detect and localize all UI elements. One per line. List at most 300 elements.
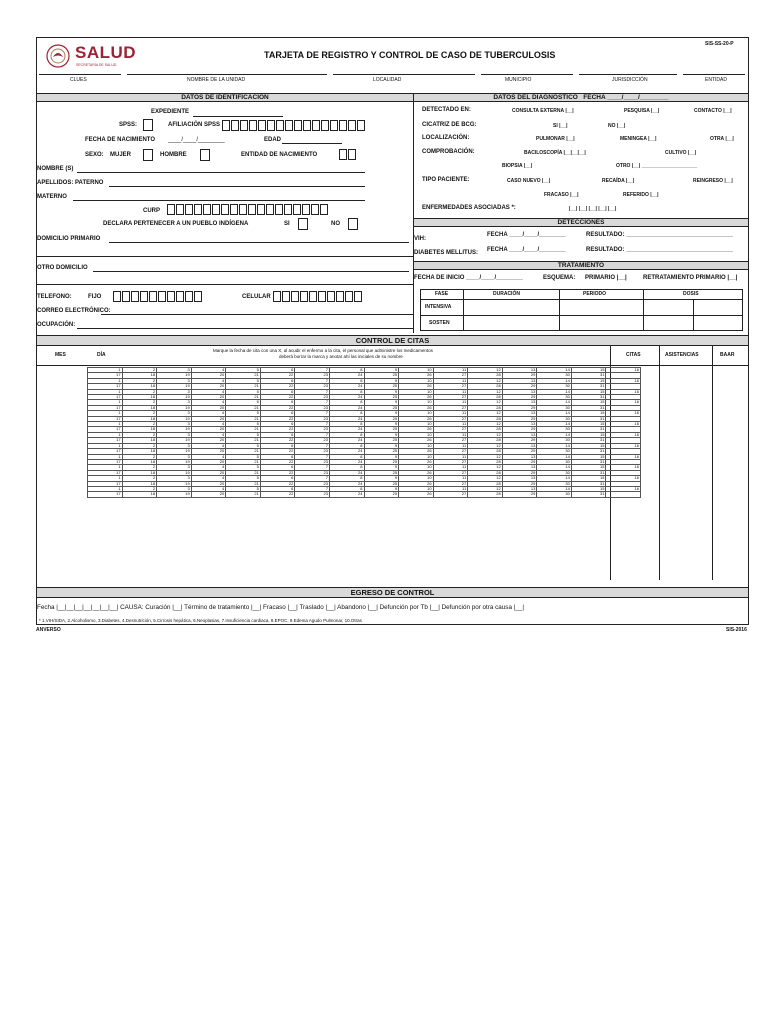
calendar-day-cell[interactable]: 7 [295,400,330,405]
correo-line[interactable] [101,314,413,315]
calendar-day-cell[interactable]: 26 [399,373,434,378]
calendar-day-cell[interactable]: 16 [606,454,641,459]
calendar-day-cell[interactable]: 6 [260,389,295,394]
calendar-day-cell[interactable]: 28 [468,470,503,475]
calendar-day-cell[interactable]: 8 [329,454,364,459]
clues-line[interactable] [39,74,121,75]
calendar-day-cell[interactable]: 12 [468,378,503,383]
calendar-day-cell[interactable]: 25 [364,384,399,389]
calendar-day-cell[interactable]: 3 [157,378,192,383]
calendar-day-cell[interactable]: 31 [571,373,606,378]
calendar-day-cell[interactable]: 17 [88,405,123,410]
calendar-day-cell[interactable]: 2 [122,389,157,394]
calendar-day-cell[interactable]: 14 [537,389,572,394]
calendar-day-cell[interactable]: 29 [502,373,537,378]
calendar-day-cell[interactable]: 13 [502,443,537,448]
calendar-day-cell[interactable]: 28 [468,481,503,486]
calendar-day-cell[interactable]: 14 [537,422,572,427]
calendar-day-cell[interactable]: 17 [88,416,123,421]
materno-line[interactable] [73,200,365,201]
calendar-day-cell[interactable]: 7 [295,454,330,459]
calendar-day-cell[interactable]: 24 [329,470,364,475]
calendar-day-cell[interactable]: 19 [157,405,192,410]
calendar-day-cell[interactable]: 9 [364,400,399,405]
calendar-day-cell[interactable]: 20 [191,427,226,432]
calendar-day-cell[interactable]: 11 [433,368,468,373]
calendar-day-cell[interactable]: 14 [537,432,572,437]
calendar-day-cell[interactable]: 11 [433,389,468,394]
calendar-day-cell[interactable]: 29 [502,416,537,421]
calendar-day-cell[interactable]: 1 [88,400,123,405]
calendar-day-cell[interactable]: 2 [122,432,157,437]
calendar-day-cell[interactable]: 23 [295,459,330,464]
calendar-day-cell[interactable]: 26 [399,459,434,464]
calendar-day-cell[interactable]: 13 [502,476,537,481]
calendar-day-cell[interactable]: 5 [226,422,261,427]
calendar-day-cell[interactable]: 21 [226,373,261,378]
calendar-day-cell[interactable]: 17 [88,427,123,432]
calendar-day-cell[interactable]: 3 [157,443,192,448]
calendar-day-cell[interactable]: 25 [364,373,399,378]
calendar-day-cell[interactable]: 8 [329,465,364,470]
calendar-day-cell[interactable]: 23 [295,481,330,486]
calendar-day-cell[interactable]: 21 [226,459,261,464]
celular-boxes[interactable] [273,291,363,302]
calendar-day-cell[interactable]: 3 [157,465,192,470]
calendar-day-cell[interactable]: 21 [226,427,261,432]
calendar-day-cell[interactable]: 14 [537,368,572,373]
calendar-day-cell[interactable]: 9 [364,368,399,373]
calendar-day-cell[interactable]: 27 [433,416,468,421]
calendar-day-cell[interactable]: 20 [191,492,226,497]
calendar-day-cell[interactable]: 11 [433,378,468,383]
calendar-day-cell[interactable]: 11 [433,443,468,448]
calendar-day-cell[interactable]: 22 [260,459,295,464]
calendar-day-cell[interactable]: 25 [364,459,399,464]
calendar-day-cell[interactable]: 18 [122,470,157,475]
calendar-day-cell[interactable]: 27 [433,481,468,486]
calendar-day-cell[interactable]: 10 [399,465,434,470]
calendar-day-cell[interactable]: 8 [329,486,364,491]
calendar-day-cell[interactable]: 25 [364,438,399,443]
calendar-day-cell[interactable]: 15 [571,443,606,448]
calendar-day-cell[interactable]: 5 [226,465,261,470]
calendar-day-cell[interactable]: 18 [122,459,157,464]
calendar-day-cell[interactable]: 11 [433,476,468,481]
calendar-day-cell[interactable]: 12 [468,411,503,416]
calendar-day-cell[interactable]: 22 [260,438,295,443]
calendar-day-cell[interactable]: 9 [364,389,399,394]
calendar-day-cell[interactable]: 26 [399,492,434,497]
calendar-day-cell[interactable]: 3 [157,454,192,459]
calendar-day-cell[interactable]: 25 [364,449,399,454]
calendar-day-cell[interactable]: 30 [537,449,572,454]
calendar-day-cell[interactable]: 2 [122,465,157,470]
calendar-day-cell[interactable]: 10 [399,400,434,405]
calendar-day-cell[interactable]: 31 [571,470,606,475]
calendar-day-cell[interactable]: 31 [571,449,606,454]
calendar-day-cell[interactable]: 8 [329,411,364,416]
calendar-day-cell[interactable]: 25 [364,470,399,475]
calendar-day-cell[interactable]: 4 [191,454,226,459]
indigena-no-box[interactable] [348,218,358,230]
domicilio-line[interactable] [109,242,409,243]
calendar-day-cell[interactable]: 7 [295,378,330,383]
calendar-day-cell[interactable]: 26 [399,395,434,400]
calendar-day-cell[interactable]: 19 [157,438,192,443]
calendar-day-cell[interactable]: 9 [364,432,399,437]
calendar-day-cell[interactable]: 8 [329,432,364,437]
calendar-day-cell[interactable]: 3 [157,432,192,437]
calendar-day-cell[interactable]: 24 [329,395,364,400]
fecha-inicio[interactable]: FECHA DE INICIO ____/____/________ [414,275,523,281]
calendar-day-cell[interactable]: 27 [433,449,468,454]
hombre-box[interactable] [200,149,210,161]
calendar-day-cell[interactable]: 8 [329,368,364,373]
calendar-day-cell[interactable]: 25 [364,492,399,497]
calendar-day-cell[interactable]: 16 [606,443,641,448]
calendar-day-cell[interactable]: 5 [226,432,261,437]
calendar-day-cell[interactable]: 26 [399,470,434,475]
calendar-day-cell[interactable]: 18 [122,416,157,421]
calendar-day-cell[interactable]: 5 [226,486,261,491]
calendar-day-cell[interactable]: 30 [537,492,572,497]
calendar-day-cell[interactable]: 1 [88,389,123,394]
calendar-day-cell[interactable]: 22 [260,416,295,421]
opt-bcg-si[interactable]: SI |__| [553,123,568,129]
calendar-day-cell[interactable]: 27 [433,459,468,464]
calendar-day-cell[interactable]: 18 [122,373,157,378]
calendar-day-cell[interactable]: 13 [502,454,537,459]
calendar-day-cell[interactable]: 13 [502,378,537,383]
calendar-day-cell[interactable]: 30 [537,416,572,421]
calendar-day-cell[interactable]: 9 [364,476,399,481]
calendar-day-cell[interactable]: 5 [226,389,261,394]
calendar-day-cell[interactable]: 16 [606,476,641,481]
afiliacion-boxes[interactable] [222,120,366,131]
enfermedades-boxes[interactable]: |__| |__| |__| |__| |__| [569,206,617,212]
opt-baciloscopia[interactable]: BACILOSCOPÍA |__|__|__| [524,150,586,156]
calendar-day-cell[interactable]: 15 [571,476,606,481]
entidad-line[interactable] [683,74,745,75]
calendar-day-cell[interactable]: 21 [226,481,261,486]
calendar-day-cell[interactable]: 7 [295,465,330,470]
egreso-line[interactable]: Fecha |__|__|__|__|__|__|__| CAUSA: Curación |__| Término de tratamiento |__| Fracaso |__| Traslado |__| Abandono |__| Defunción por Tb |__| Defunción por otra causa |__| [37,604,524,611]
calendar-grid[interactable] [87,367,641,498]
calendar-day-cell[interactable]: 5 [226,454,261,459]
calendar-day-cell[interactable]: 10 [399,432,434,437]
calendar-day-cell[interactable]: 15 [571,389,606,394]
calendar-day-cell[interactable]: 31 [571,405,606,410]
calendar-day-cell[interactable]: 22 [260,449,295,454]
calendar-day-cell[interactable]: 14 [537,486,572,491]
calendar-day-cell[interactable]: 4 [191,465,226,470]
calendar-day-cell[interactable]: 24 [329,459,364,464]
calendar-day-cell[interactable]: 20 [191,384,226,389]
ocupacion-line[interactable] [77,328,413,329]
calendar-day-cell[interactable]: 10 [399,411,434,416]
calendar-day-cell[interactable]: 2 [122,443,157,448]
calendar-day-cell[interactable]: 6 [260,443,295,448]
calendar-day-cell[interactable]: 30 [537,405,572,410]
calendar-day-cell[interactable]: 25 [364,416,399,421]
calendar-day-cell[interactable]: 31 [571,492,606,497]
calendar-day-cell[interactable]: 10 [399,476,434,481]
calendar-day-cell[interactable]: 18 [122,395,157,400]
calendar-day-cell[interactable]: 11 [433,422,468,427]
calendar-day-cell[interactable]: 31 [571,481,606,486]
calendar-day-cell[interactable]: 28 [468,395,503,400]
calendar-day-cell[interactable]: 11 [433,454,468,459]
calendar-day-cell[interactable]: 14 [537,411,572,416]
calendar-day-cell[interactable]: 27 [433,470,468,475]
entidad-nac-boxes[interactable] [339,149,357,160]
calendar-day-cell[interactable]: 16 [606,378,641,383]
opt-pesquisa[interactable]: PESQUISA |__| [624,108,660,114]
calendar-day-cell[interactable]: 16 [606,422,641,427]
calendar-day-cell[interactable]: 20 [191,459,226,464]
calendar-day-cell[interactable]: 3 [157,400,192,405]
calendar-day-cell[interactable]: 3 [157,389,192,394]
calendar-day-cell[interactable]: 7 [295,411,330,416]
calendar-day-cell[interactable]: 30 [537,384,572,389]
calendar-day-cell[interactable]: 16 [606,389,641,394]
calendar-day-cell[interactable]: 2 [122,486,157,491]
calendar-day-cell[interactable]: 11 [433,465,468,470]
calendar-day-cell[interactable]: 28 [468,492,503,497]
calendar-day-cell[interactable]: 25 [364,481,399,486]
calendar-day-cell[interactable]: 19 [157,459,192,464]
calendar-day-cell[interactable]: 8 [329,389,364,394]
calendar-day-cell[interactable]: 14 [537,443,572,448]
calendar-day-cell[interactable]: 5 [226,368,261,373]
calendar-day-cell[interactable]: 20 [191,470,226,475]
calendar-day-cell[interactable]: 18 [122,384,157,389]
calendar-day-cell[interactable]: 14 [537,465,572,470]
calendar-day-cell[interactable]: 29 [502,438,537,443]
calendar-day-cell[interactable] [606,492,641,497]
calendar-day-cell[interactable]: 9 [364,378,399,383]
calendar-day-cell[interactable]: 22 [260,427,295,432]
calendar-day-cell[interactable]: 24 [329,449,364,454]
calendar-day-cell[interactable]: 21 [226,416,261,421]
opt-pulmonar[interactable]: PULMONAR |__| [536,136,575,142]
calendar-day-cell[interactable]: 1 [88,454,123,459]
calendar-day-cell[interactable]: 15 [571,465,606,470]
calendar-day-cell[interactable]: 29 [502,470,537,475]
opt-recaida[interactable]: RECAÍDA |__| [602,178,635,184]
calendar-day-cell[interactable]: 15 [571,422,606,427]
calendar-day-cell[interactable]: 12 [468,400,503,405]
diabetes-fecha[interactable]: FECHA ____/____/________ [487,247,566,253]
calendar-day-cell[interactable]: 29 [502,427,537,432]
calendar-day-cell[interactable]: 30 [537,373,572,378]
calendar-day-cell[interactable]: 31 [571,395,606,400]
calendar-day-cell[interactable]: 13 [502,465,537,470]
calendar-day-cell[interactable]: 10 [399,389,434,394]
calendar-day-cell[interactable]: 19 [157,416,192,421]
calendar-day-cell[interactable]: 29 [502,384,537,389]
calendar-day-cell[interactable]: 6 [260,454,295,459]
calendar-day-cell[interactable]: 21 [226,492,261,497]
mujer-box[interactable] [143,149,153,161]
calendar-day-cell[interactable]: 21 [226,395,261,400]
calendar-day-cell[interactable]: 14 [537,400,572,405]
calendar-day-cell[interactable]: 6 [260,476,295,481]
calendar-day-cell[interactable]: 26 [399,449,434,454]
calendar-day-cell[interactable]: 23 [295,384,330,389]
calendar-day-cell[interactable]: 4 [191,443,226,448]
calendar-day-cell[interactable]: 8 [329,422,364,427]
calendar-day-cell[interactable]: 10 [399,422,434,427]
calendar-day-cell[interactable]: 17 [88,438,123,443]
edad-line[interactable] [282,143,342,144]
opt-reingreso[interactable]: REINGRESO |__| [693,178,733,184]
calendar-day-cell[interactable]: 28 [468,373,503,378]
calendar-day-cell[interactable]: 24 [329,481,364,486]
calendar-day-cell[interactable]: 24 [329,384,364,389]
calendar-day-cell[interactable]: 20 [191,373,226,378]
calendar-day-cell[interactable]: 23 [295,405,330,410]
calendar-day-cell[interactable]: 28 [468,427,503,432]
calendar-day-cell[interactable]: 14 [537,378,572,383]
vih-resultado[interactable]: RESULTADO: ________________________________ [586,232,733,238]
calendar-day-cell[interactable]: 21 [226,384,261,389]
calendar-day-cell[interactable]: 4 [191,476,226,481]
calendar-day-cell[interactable]: 16 [606,465,641,470]
calendar-day-cell[interactable]: 4 [191,389,226,394]
calendar-day-cell[interactable]: 2 [122,454,157,459]
calendar-day-cell[interactable]: 19 [157,384,192,389]
calendar-day-cell[interactable]: 2 [122,411,157,416]
calendar-day-cell[interactable]: 7 [295,432,330,437]
calendar-day-cell[interactable]: 9 [364,422,399,427]
calendar-day-cell[interactable]: 19 [157,395,192,400]
vih-fecha[interactable]: FECHA ____/____/________ [487,232,566,238]
calendar-day-cell[interactable]: 27 [433,492,468,497]
calendar-day-cell[interactable]: 31 [571,416,606,421]
calendar-day-cell[interactable]: 19 [157,481,192,486]
calendar-day-cell[interactable]: 23 [295,492,330,497]
fijo-boxes[interactable] [113,291,203,302]
calendar-day-cell[interactable]: 18 [122,405,157,410]
calendar-day-cell[interactable]: 27 [433,405,468,410]
calendar-day-cell[interactable]: 29 [502,395,537,400]
calendar-day-cell[interactable]: 9 [364,411,399,416]
opt-fracaso[interactable]: FRACASO |__| [544,192,579,198]
calendar-day-cell[interactable]: 26 [399,405,434,410]
calendar-day-cell[interactable]: 27 [433,373,468,378]
calendar-day-cell[interactable]: 20 [191,405,226,410]
calendar-day-cell[interactable]: 27 [433,384,468,389]
calendar-day-cell[interactable]: 20 [191,416,226,421]
calendar-day-cell[interactable]: 6 [260,400,295,405]
calendar-day-cell[interactable]: 15 [571,454,606,459]
calendar-day-cell[interactable]: 23 [295,470,330,475]
calendar-day-cell[interactable]: 25 [364,427,399,432]
calendar-day-cell[interactable]: 1 [88,422,123,427]
opt-otra[interactable]: OTRA |__| [710,136,734,142]
calendar-row[interactable] [88,492,641,497]
calendar-day-cell[interactable]: 20 [191,395,226,400]
calendar-day-cell[interactable]: 13 [502,389,537,394]
calendar-day-cell[interactable]: 28 [468,416,503,421]
calendar-day-cell[interactable]: 24 [329,416,364,421]
opt-retratamiento[interactable]: RETRATAMIENTO PRIMARIO |__| [643,275,738,281]
calendar-day-cell[interactable]: 28 [468,459,503,464]
calendar-day-cell[interactable]: 1 [88,432,123,437]
calendar-day-cell[interactable]: 2 [122,476,157,481]
calendar-day-cell[interactable]: 11 [433,432,468,437]
calendar-day-cell[interactable]: 26 [399,427,434,432]
calendar-day-cell[interactable]: 2 [122,368,157,373]
calendar-day-cell[interactable]: 9 [364,454,399,459]
calendar-day-cell[interactable]: 10 [399,454,434,459]
opt-otro[interactable]: OTRO |__| ____________________ [616,163,698,169]
calendar-day-cell[interactable]: 19 [157,449,192,454]
calendar-day-cell[interactable]: 11 [433,400,468,405]
calendar-day-cell[interactable]: 18 [122,449,157,454]
calendar-day-cell[interactable]: 23 [295,449,330,454]
calendar-day-cell[interactable]: 14 [537,476,572,481]
calendar-day-cell[interactable]: 21 [226,470,261,475]
calendar-day-cell[interactable]: 13 [502,422,537,427]
calendar-day-cell[interactable]: 27 [433,438,468,443]
calendar-day-cell[interactable]: 23 [295,438,330,443]
calendar-day-cell[interactable]: 2 [122,378,157,383]
calendar-day-cell[interactable]: 29 [502,481,537,486]
calendar-day-cell[interactable]: 21 [226,438,261,443]
calendar-day-cell[interactable]: 7 [295,443,330,448]
calendar-day-cell[interactable]: 2 [122,400,157,405]
calendar-day-cell[interactable]: 4 [191,486,226,491]
calendar-day-cell[interactable]: 9 [364,486,399,491]
calendar-day-cell[interactable]: 6 [260,422,295,427]
calendar-day-cell[interactable]: 25 [364,395,399,400]
calendar-day-cell[interactable]: 22 [260,470,295,475]
calendar-day-cell[interactable]: 19 [157,373,192,378]
calendar-day-cell[interactable]: 20 [191,438,226,443]
calendar-day-cell[interactable]: 4 [191,411,226,416]
calendar-day-cell[interactable]: 16 [606,400,641,405]
calendar-day-cell[interactable]: 5 [226,411,261,416]
calendar-day-cell[interactable]: 1 [88,378,123,383]
localidad-line[interactable] [333,74,475,75]
otro-domicilio-line[interactable] [93,271,409,272]
calendar-day-cell[interactable]: 19 [157,427,192,432]
calendar-day-cell[interactable]: 4 [191,378,226,383]
calendar-day-cell[interactable]: 15 [571,486,606,491]
calendar-day-cell[interactable]: 3 [157,422,192,427]
calendar-day-cell[interactable]: 22 [260,384,295,389]
calendar-day-cell[interactable]: 12 [468,443,503,448]
diabetes-resultado[interactable]: RESULTADO: ________________________________ [586,247,733,253]
fecha-nac-field[interactable]: ____/____/________ [168,137,225,143]
calendar-day-cell[interactable]: 17 [88,492,123,497]
calendar-day-cell[interactable]: 18 [122,492,157,497]
calendar-day-cell[interactable]: 8 [329,378,364,383]
calendar-day-cell[interactable]: 26 [399,438,434,443]
calendar-day-cell[interactable]: 12 [468,476,503,481]
calendar-day-cell[interactable]: 17 [88,395,123,400]
calendar-day-cell[interactable]: 25 [364,405,399,410]
calendar-day-cell[interactable]: 15 [571,432,606,437]
calendar-day-cell[interactable]: 7 [295,368,330,373]
calendar-day-cell[interactable]: 3 [157,486,192,491]
calendar-day-cell[interactable]: 22 [260,492,295,497]
calendar-day-cell[interactable]: 2 [122,422,157,427]
calendar-day-cell[interactable]: 16 [606,368,641,373]
